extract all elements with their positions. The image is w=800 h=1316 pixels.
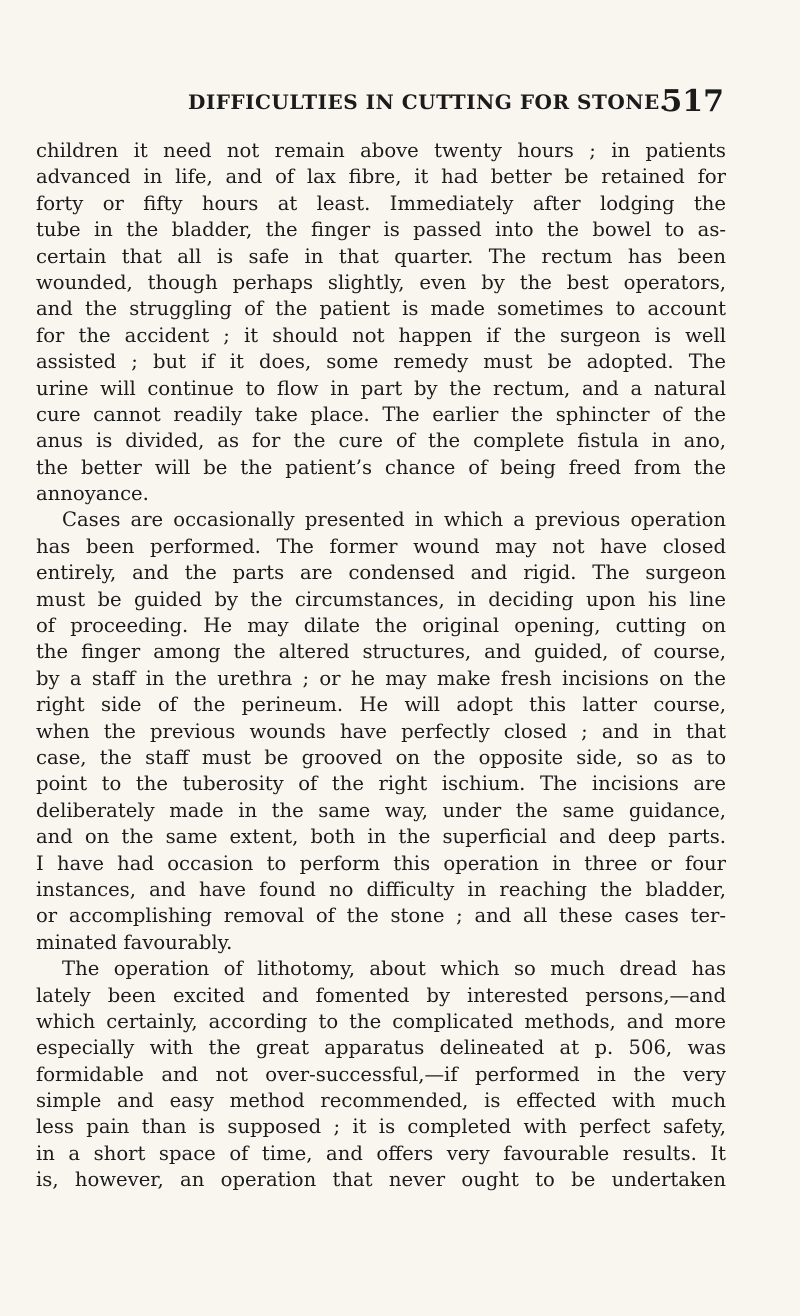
- text-line: simple and easy method recommended, is effected with much: [36, 1089, 726, 1113]
- text-line: especially with the great apparatus delineated at p. 506, was: [36, 1036, 726, 1060]
- text-line: formidable and not over-successful,—if performed in the very: [36, 1062, 726, 1086]
- text-line: deliberately made in the same way, under the same guidance,: [36, 798, 726, 822]
- text-line: point to the tuberosity of the right ischium. The incisions are: [36, 772, 726, 796]
- text-line: Cases are occasionally presented in which a previous operation: [62, 508, 726, 532]
- text-line: or accomplishing removal of the stone ; and all these cases ter-: [36, 904, 726, 928]
- text-line: when the previous wounds have perfectly closed ; and in that: [36, 719, 726, 743]
- text-line: the finger among the altered structures, and guided, of course,: [36, 640, 726, 664]
- page-number: 517: [661, 84, 724, 119]
- text-line: wounded, though perhaps slightly, even by the best operators,: [36, 270, 726, 294]
- text-line: for the accident ; it should not happen if the surgeon is well: [36, 323, 726, 347]
- text-line: and on the same extent, both in the superficial and deep parts.: [36, 825, 726, 849]
- text-line: less pain than is supposed ; it is completed with perfect safety,: [36, 1115, 726, 1139]
- text-line: anus is divided, as for the cure of the complete fistula in ano,: [36, 429, 726, 453]
- text-line: I have had occasion to perform this operation in three or four: [36, 851, 726, 875]
- text-line: by a staff in the urethra ; or he may make fresh incisions on the: [36, 666, 726, 690]
- text-line: urine will continue to flow in part by the rectum, and a natural: [36, 376, 726, 400]
- text-line: in a short space of time, and offers very favourable results. It: [36, 1141, 726, 1165]
- text-line: minated favourably.: [36, 930, 233, 954]
- text-line: of proceeding. He may dilate the original opening, cutting on: [36, 614, 726, 638]
- text-line: The operation of lithotomy, about which so much dread has: [62, 957, 726, 981]
- text-line: certain that all is safe in that quarter. The rectum has been: [36, 244, 726, 268]
- text-line: cure cannot readily take place. The earlier the sphincter of the: [36, 402, 726, 426]
- text-line: tube in the bladder, the finger is passed into the bowel to as-: [36, 218, 726, 242]
- body-text: [36, 138, 726, 1194]
- text-line: must be guided by the circumstances, in deciding upon his line: [36, 587, 726, 611]
- running-title: DIFFICULTIES IN CUTTING FOR STONE.: [188, 90, 668, 114]
- text-line: instances, and have found no difficulty in reaching the bladder,: [36, 877, 726, 901]
- text-line: has been performed. The former wound may not have closed: [36, 534, 726, 558]
- book-page: [36, 0, 726, 1316]
- running-header: [36, 84, 726, 119]
- text-line: advanced in life, and of lax fibre, it had better be retained for: [36, 165, 726, 189]
- text-line: and the struggling of the patient is made sometimes to account: [36, 297, 726, 321]
- text-line: entirely, and the parts are condensed and rigid. The surgeon: [36, 561, 726, 585]
- text-line: is, however, an operation that never ought to be undertaken: [36, 1168, 726, 1192]
- text-line: assisted ; but if it does, some remedy must be adopted. The: [36, 350, 726, 374]
- text-line: lately been excited and fomented by interested persons,—and: [36, 983, 726, 1007]
- text-line: children it need not remain above twenty hours ; in patients: [36, 139, 726, 162]
- text-line: forty or fifty hours at least. Immediately after lodging the: [36, 191, 726, 215]
- text-line: the better will be the patient’s chance of being freed from the: [36, 455, 726, 479]
- text-line: case, the staff must be grooved on the opposite side, so as to: [36, 745, 726, 769]
- text-line: which certainly, according to the complicated methods, and more: [36, 1009, 726, 1033]
- text-line: annoyance.: [36, 482, 149, 506]
- text-line: right side of the perineum. He will adopt this latter course,: [36, 693, 726, 717]
